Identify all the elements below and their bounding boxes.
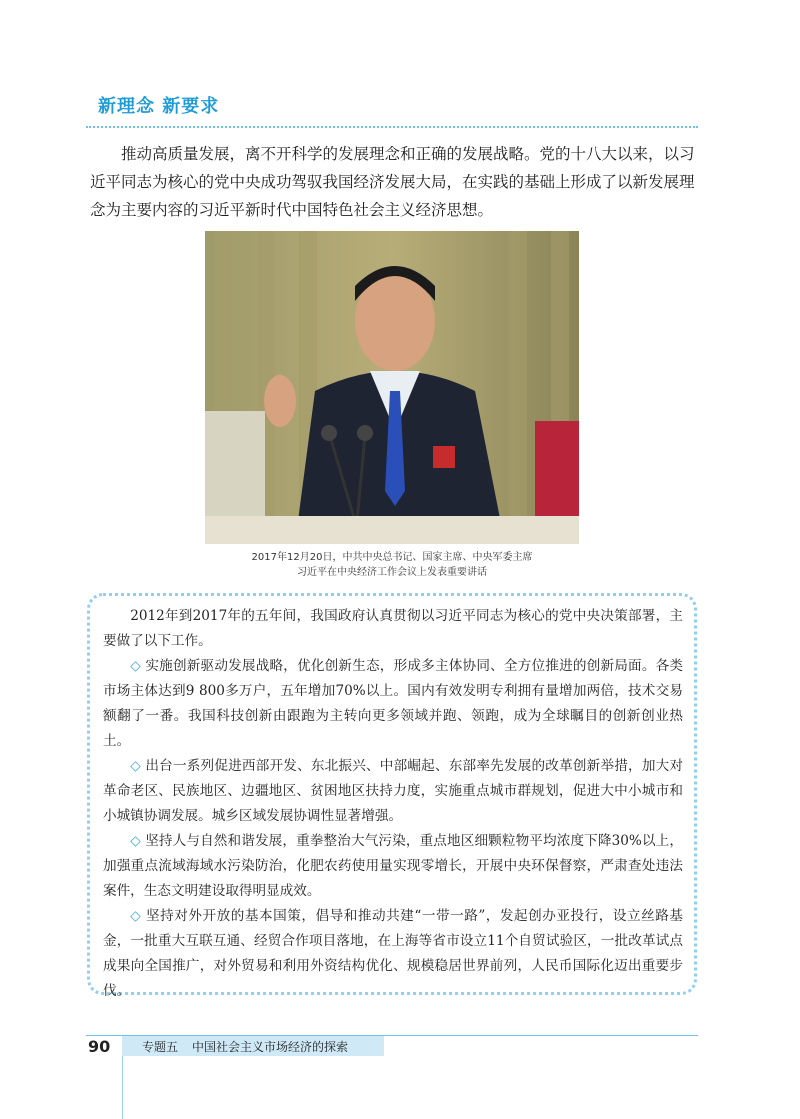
paragraph-text: 坚持人与自然和谐发展，重拳整治大气污染，重点地区细颗粒物平均浓度下降30%以上，加强重点流域海域水污染防治，化肥农药使用量实现零增长，开展中央环保督察，严肃查处违法案件，生态文明建设取得明显成效。 [103, 833, 683, 899]
diamond-bullet-icon: ◇ [130, 658, 141, 674]
diamond-bullet-icon: ◇ [130, 758, 141, 774]
section-heading: 新理念 新要求 [98, 96, 220, 117]
diamond-bullet-icon: ◇ [130, 833, 141, 849]
heading-dotted-rule [86, 126, 698, 128]
box-paragraph-intro [103, 604, 683, 654]
caption-line-1: 2017年12月20日，中共中央总书记、国家主席、中央军委主席 [251, 552, 533, 563]
info-box-text [103, 604, 683, 1004]
chapter-label [142, 1038, 348, 1055]
caption-line-2: 习近平在中央经济工作会议上发表重要讲话 [297, 567, 487, 578]
box-paragraph-opening-up [103, 904, 683, 1004]
chapter-number: 专题五 [142, 1040, 179, 1054]
margin-line [122, 1056, 123, 1119]
photo-caption [205, 550, 579, 580]
diamond-bullet-icon: ◇ [130, 908, 142, 924]
chapter-title: 中国社会主义市场经济的探索 [192, 1040, 349, 1054]
speech-photo [205, 231, 579, 544]
paragraph-text: 坚持对外开放的基本国策，倡导和推动共建“一带一路”，发起创办亚投行，设立丝路基金，一批重大互联互通、经贸合作项目落地，在上海等省市设立11个自贸试验区，一批改革试点成果向全国推广，对外贸易和利用外资结构优化、规模稳居世界前列，人民币国际化迈出重要步伐。 [103, 908, 683, 999]
box-paragraph-innovation [103, 654, 683, 754]
paragraph-text: 2012年到2017年的五年间，我国政府认真贯彻以习近平同志为核心的党中央决策部署，主要做了以下工作。 [103, 608, 683, 649]
box-paragraph-environment [103, 829, 683, 904]
intro-paragraph: 推动高质量发展，离不开科学的发展理念和正确的发展战略。党的十八大以来，以习近平同志为核心的党中央成功驾驭我国经济发展大局，在实践的基础上形成了以新发展理念为主要内容的习近平新时代中国特色社会主义经济思想。 [90, 145, 695, 219]
box-paragraph-regional [103, 754, 683, 829]
paragraph-text: 实施创新驱动发展战略，优化创新生态，形成多主体协同、全方位推进的创新局面。各类市场主体达到9 800多万户，五年增加70%以上。国内有效发明专利拥有量增加两倍，技术交易额翻了一番。我国科技创新由跟跑为主转向更多领域并跑、领跑，成为全球瞩目的创新创业热土。 [103, 658, 683, 749]
page-number: 90 [88, 1037, 111, 1056]
paragraph-text: 出台一系列促进西部开发、东北振兴、中部崛起、东部率先发展的改革创新举措，加大对革命老区、民族地区、边疆地区、贫困地区扶持力度，实施重点城市群规划，促进大中小城市和小城镇协调发展。城乡区域发展协调性显著增强。 [103, 758, 683, 824]
